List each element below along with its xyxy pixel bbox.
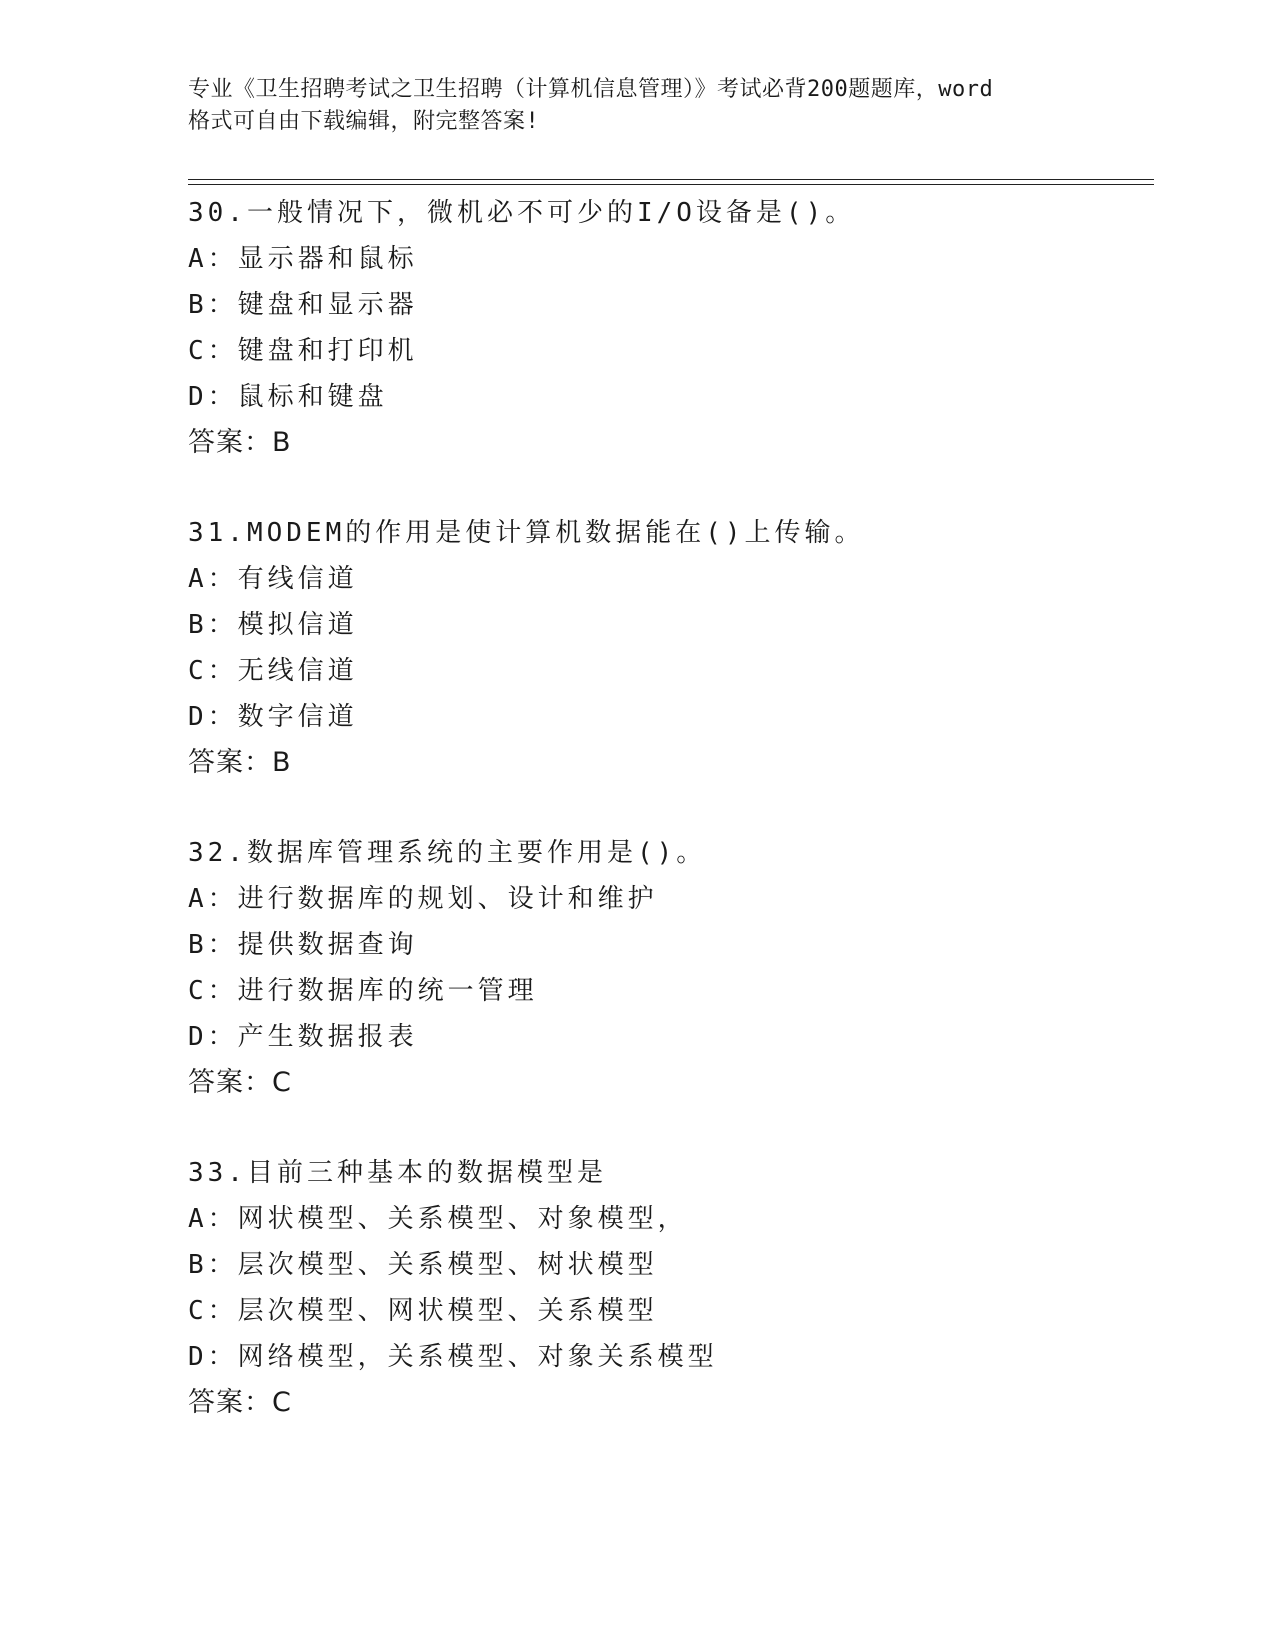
- option-d: D：数字信道: [188, 702, 358, 732]
- option-c: C：键盘和打印机: [188, 336, 418, 366]
- question-stem: 33.目前三种基本的数据模型是: [188, 1158, 607, 1188]
- document-header: [188, 74, 1088, 138]
- option-d: D：鼠标和键盘: [188, 382, 388, 412]
- option-b: B：模拟信道: [188, 610, 358, 640]
- question-stem: 32.数据库管理系统的主要作用是()。: [188, 838, 707, 868]
- option-a: A：显示器和鼠标: [188, 244, 418, 274]
- question-32: [188, 830, 1154, 1106]
- option-d: D：产生数据报表: [188, 1022, 418, 1052]
- header-divider-bottom: [188, 184, 1154, 185]
- header-line-2: 格式可自由下载编辑，附完整答案!: [188, 109, 540, 134]
- answer-line: 答案：B: [188, 747, 292, 778]
- answer-line: 答案：C: [188, 1387, 292, 1418]
- option-a: A：有线信道: [188, 564, 358, 594]
- question-stem: 31.MODEM的作用是使计算机数据能在()上传输。: [188, 518, 865, 548]
- option-a: A：网状模型、关系模型、对象模型，: [188, 1204, 688, 1234]
- option-c: C：无线信道: [188, 656, 358, 686]
- question-stem: 30.一般情况下，微机必不可少的I/O设备是()。: [188, 198, 856, 228]
- answer-line: 答案：C: [188, 1067, 292, 1098]
- option-c: C：进行数据库的统一管理: [188, 976, 538, 1006]
- option-d: D：网络模型，关系模型、对象关系模型: [188, 1342, 718, 1372]
- option-b: B：键盘和显示器: [188, 290, 418, 320]
- question-31: [188, 510, 1154, 786]
- option-b: B：提供数据查询: [188, 930, 418, 960]
- question-30: [188, 190, 1154, 466]
- option-c: C：层次模型、网状模型、关系模型: [188, 1296, 658, 1326]
- header-line-1: 专业《卫生招聘考试之卫生招聘（计算机信息管理）》考试必背200题题库，word: [188, 77, 994, 102]
- option-a: A：进行数据库的规划、设计和维护: [188, 884, 658, 914]
- option-b: B：层次模型、关系模型、树状模型: [188, 1250, 658, 1280]
- question-33: [188, 1150, 1154, 1426]
- header-divider-top: [188, 179, 1154, 180]
- answer-line: 答案：B: [188, 427, 292, 458]
